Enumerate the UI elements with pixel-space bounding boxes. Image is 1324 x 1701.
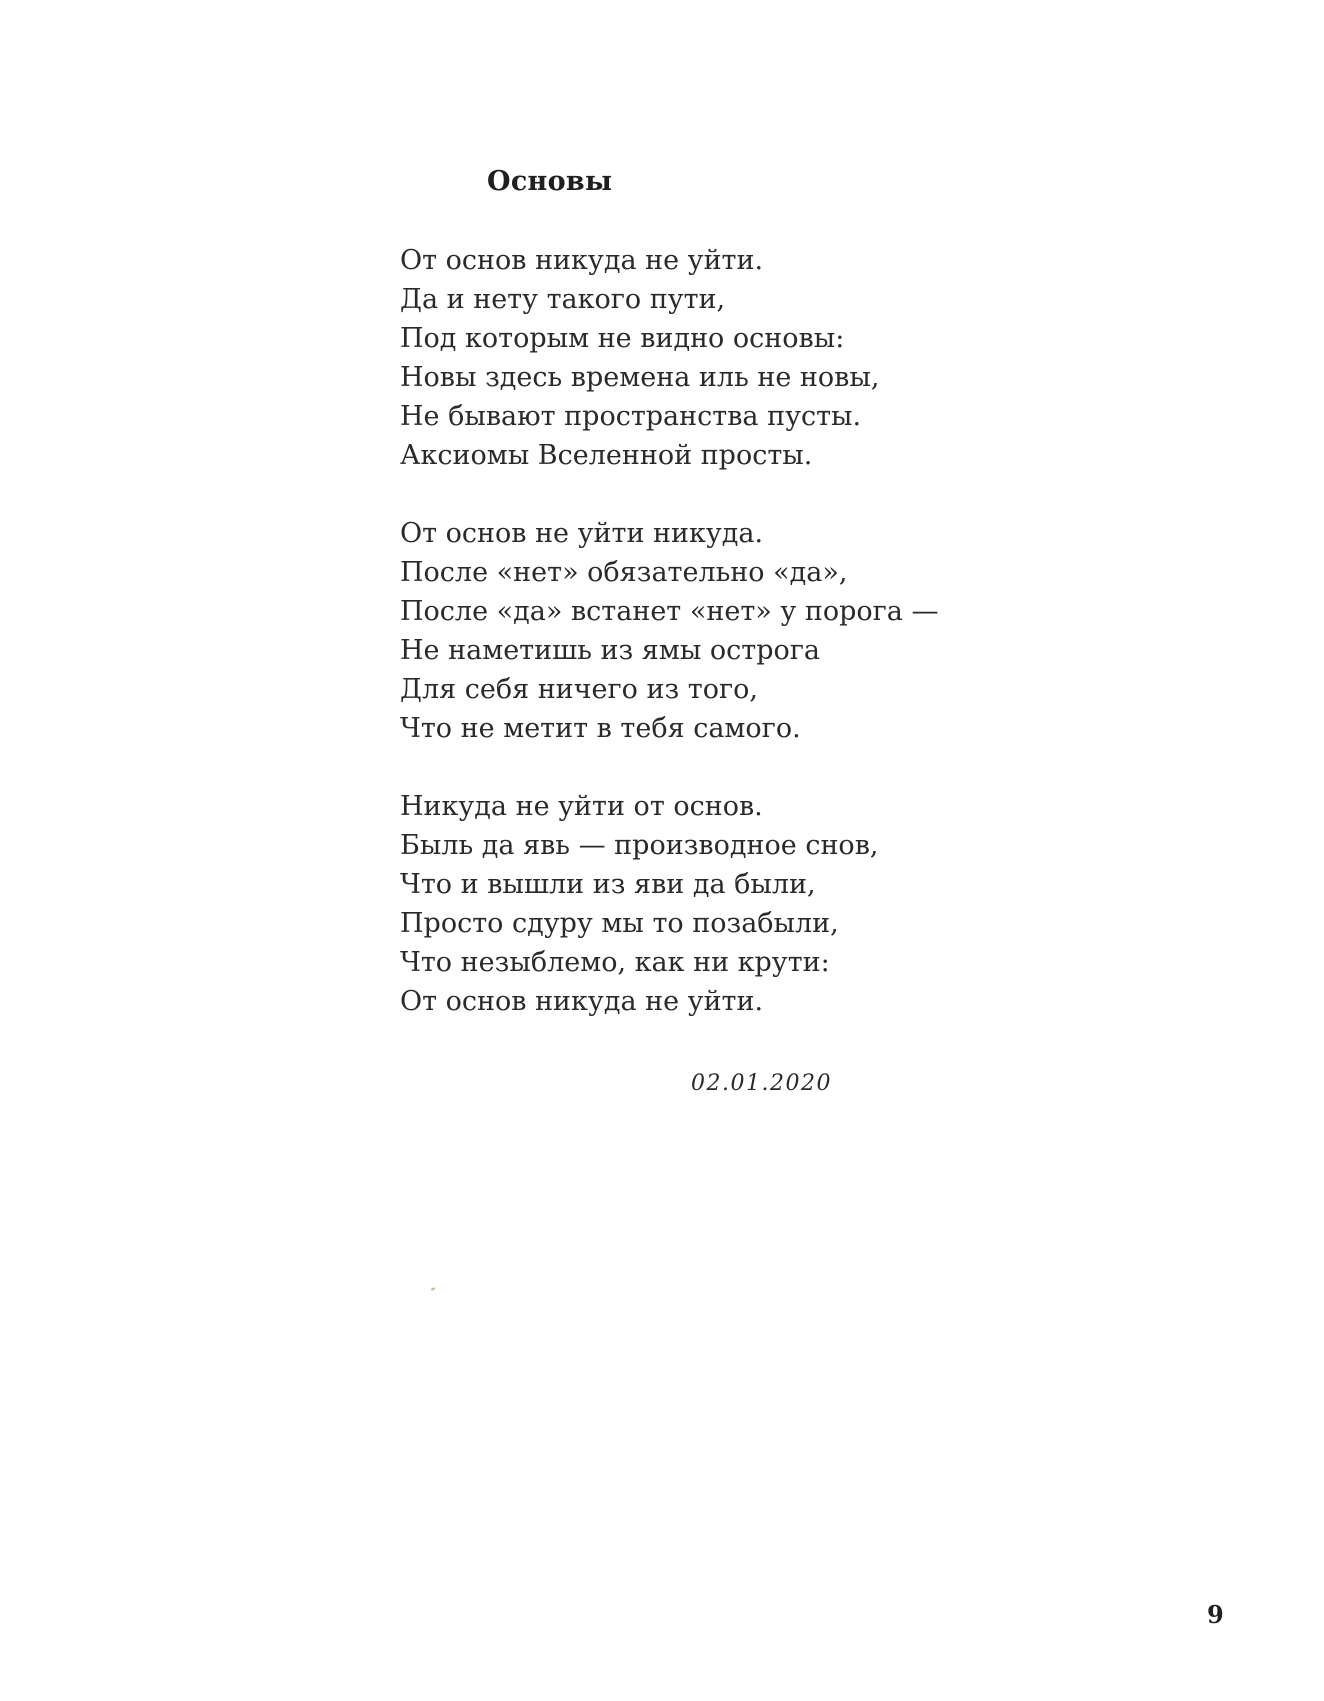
poem-line: От основ не уйти никуда. bbox=[400, 518, 764, 549]
poem-line: От основ никуда не уйти. bbox=[400, 245, 764, 276]
poem-line: Что незыблемо, как ни крути: bbox=[400, 947, 830, 978]
stanza-2 bbox=[400, 514, 1040, 748]
poem-line: Для себя ничего из того, bbox=[400, 674, 758, 705]
poem-line: После «да» встанет «нет» у порога — bbox=[400, 596, 939, 627]
poem-line: Под которым не видно основы: bbox=[400, 323, 845, 354]
poem-line: Аксиомы Вселенной просты. bbox=[400, 440, 813, 471]
stanza-1 bbox=[400, 241, 1040, 475]
poem-date: 02.01.2020 bbox=[691, 1071, 832, 1096]
poem-line: Не наметишь из ямы острога bbox=[400, 635, 821, 666]
stanza-3 bbox=[400, 787, 1040, 1021]
poem-line: Не бывают пространства пусты. bbox=[400, 401, 862, 432]
poem-line: Да и нету такого пути, bbox=[400, 284, 726, 315]
poem-line: Что не метит в тебя самого. bbox=[400, 713, 801, 744]
poem-line: После «нет» обязательно «да», bbox=[400, 557, 848, 588]
page-number: 9 bbox=[1207, 1600, 1224, 1629]
poem-line: Просто сдуру мы то позабыли, bbox=[400, 908, 839, 939]
poem-title: Основы bbox=[487, 166, 613, 197]
poem-line: От основ никуда не уйти. bbox=[400, 986, 764, 1017]
poem-line: Быль да явь — производное снов, bbox=[400, 830, 879, 861]
poem-line: Новы здесь времена иль не новы, bbox=[400, 362, 880, 393]
poem-line: Никуда не уйти от основ. bbox=[400, 791, 763, 822]
poem-body bbox=[400, 241, 1040, 1060]
poem-line: Что и вышли из яви да были, bbox=[400, 869, 816, 900]
paper-speck bbox=[431, 1287, 435, 1291]
